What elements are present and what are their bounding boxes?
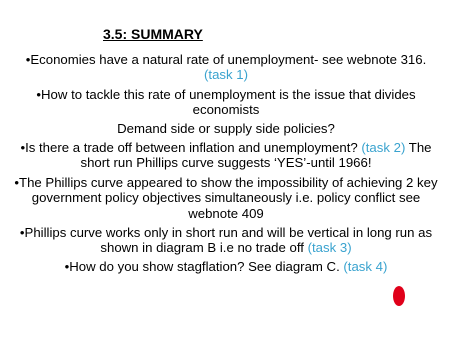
bullet-tackle-rate (14, 87, 438, 118)
bullet-text: •Economies have a natural rate of unemployment- see webnote 316. (25, 52, 427, 67)
bullet-text: Demand side or supply side policies? (117, 120, 335, 136)
bullet-text: •Phillips curve works only in short run and will be vertical in long run as shown in diagram B i.e no trade off (19, 225, 433, 256)
task-label: (task 2) (361, 140, 406, 156)
bullet-text: •Is there a trade off between inflation and unemployment? (20, 140, 358, 156)
bullet-natural-rate (14, 52, 438, 83)
bullet-text: •How to tackle this rate of unemployment is the issue that divides economists (36, 86, 416, 118)
bullet-text: •How do you show stagflation? See diagram C. (64, 258, 340, 274)
bullet-stagflation (14, 259, 438, 274)
bullet-demand-supply (14, 121, 438, 136)
task-label: (task 3) (307, 240, 352, 256)
bullet-trade-off (14, 140, 438, 171)
bullet-text-tail: The short run Phillips curve suggests ‘YES’-until 1966! (80, 140, 432, 171)
red-dot-marker (393, 286, 405, 306)
task-label: (task 1) (204, 67, 248, 83)
bullet-list (14, 52, 438, 278)
bullet-text: •The Phillips curve appeared to show the impossibility of achieving 2 key government policy objectives simultaneously i.e. policy conflict see webnote 409 (14, 174, 438, 221)
task-label: (task 4) (343, 258, 388, 274)
slide-title: 3.5: SUMMARY (103, 26, 203, 42)
bullet-short-run (14, 225, 438, 256)
bullet-phillips-curve (14, 175, 438, 221)
